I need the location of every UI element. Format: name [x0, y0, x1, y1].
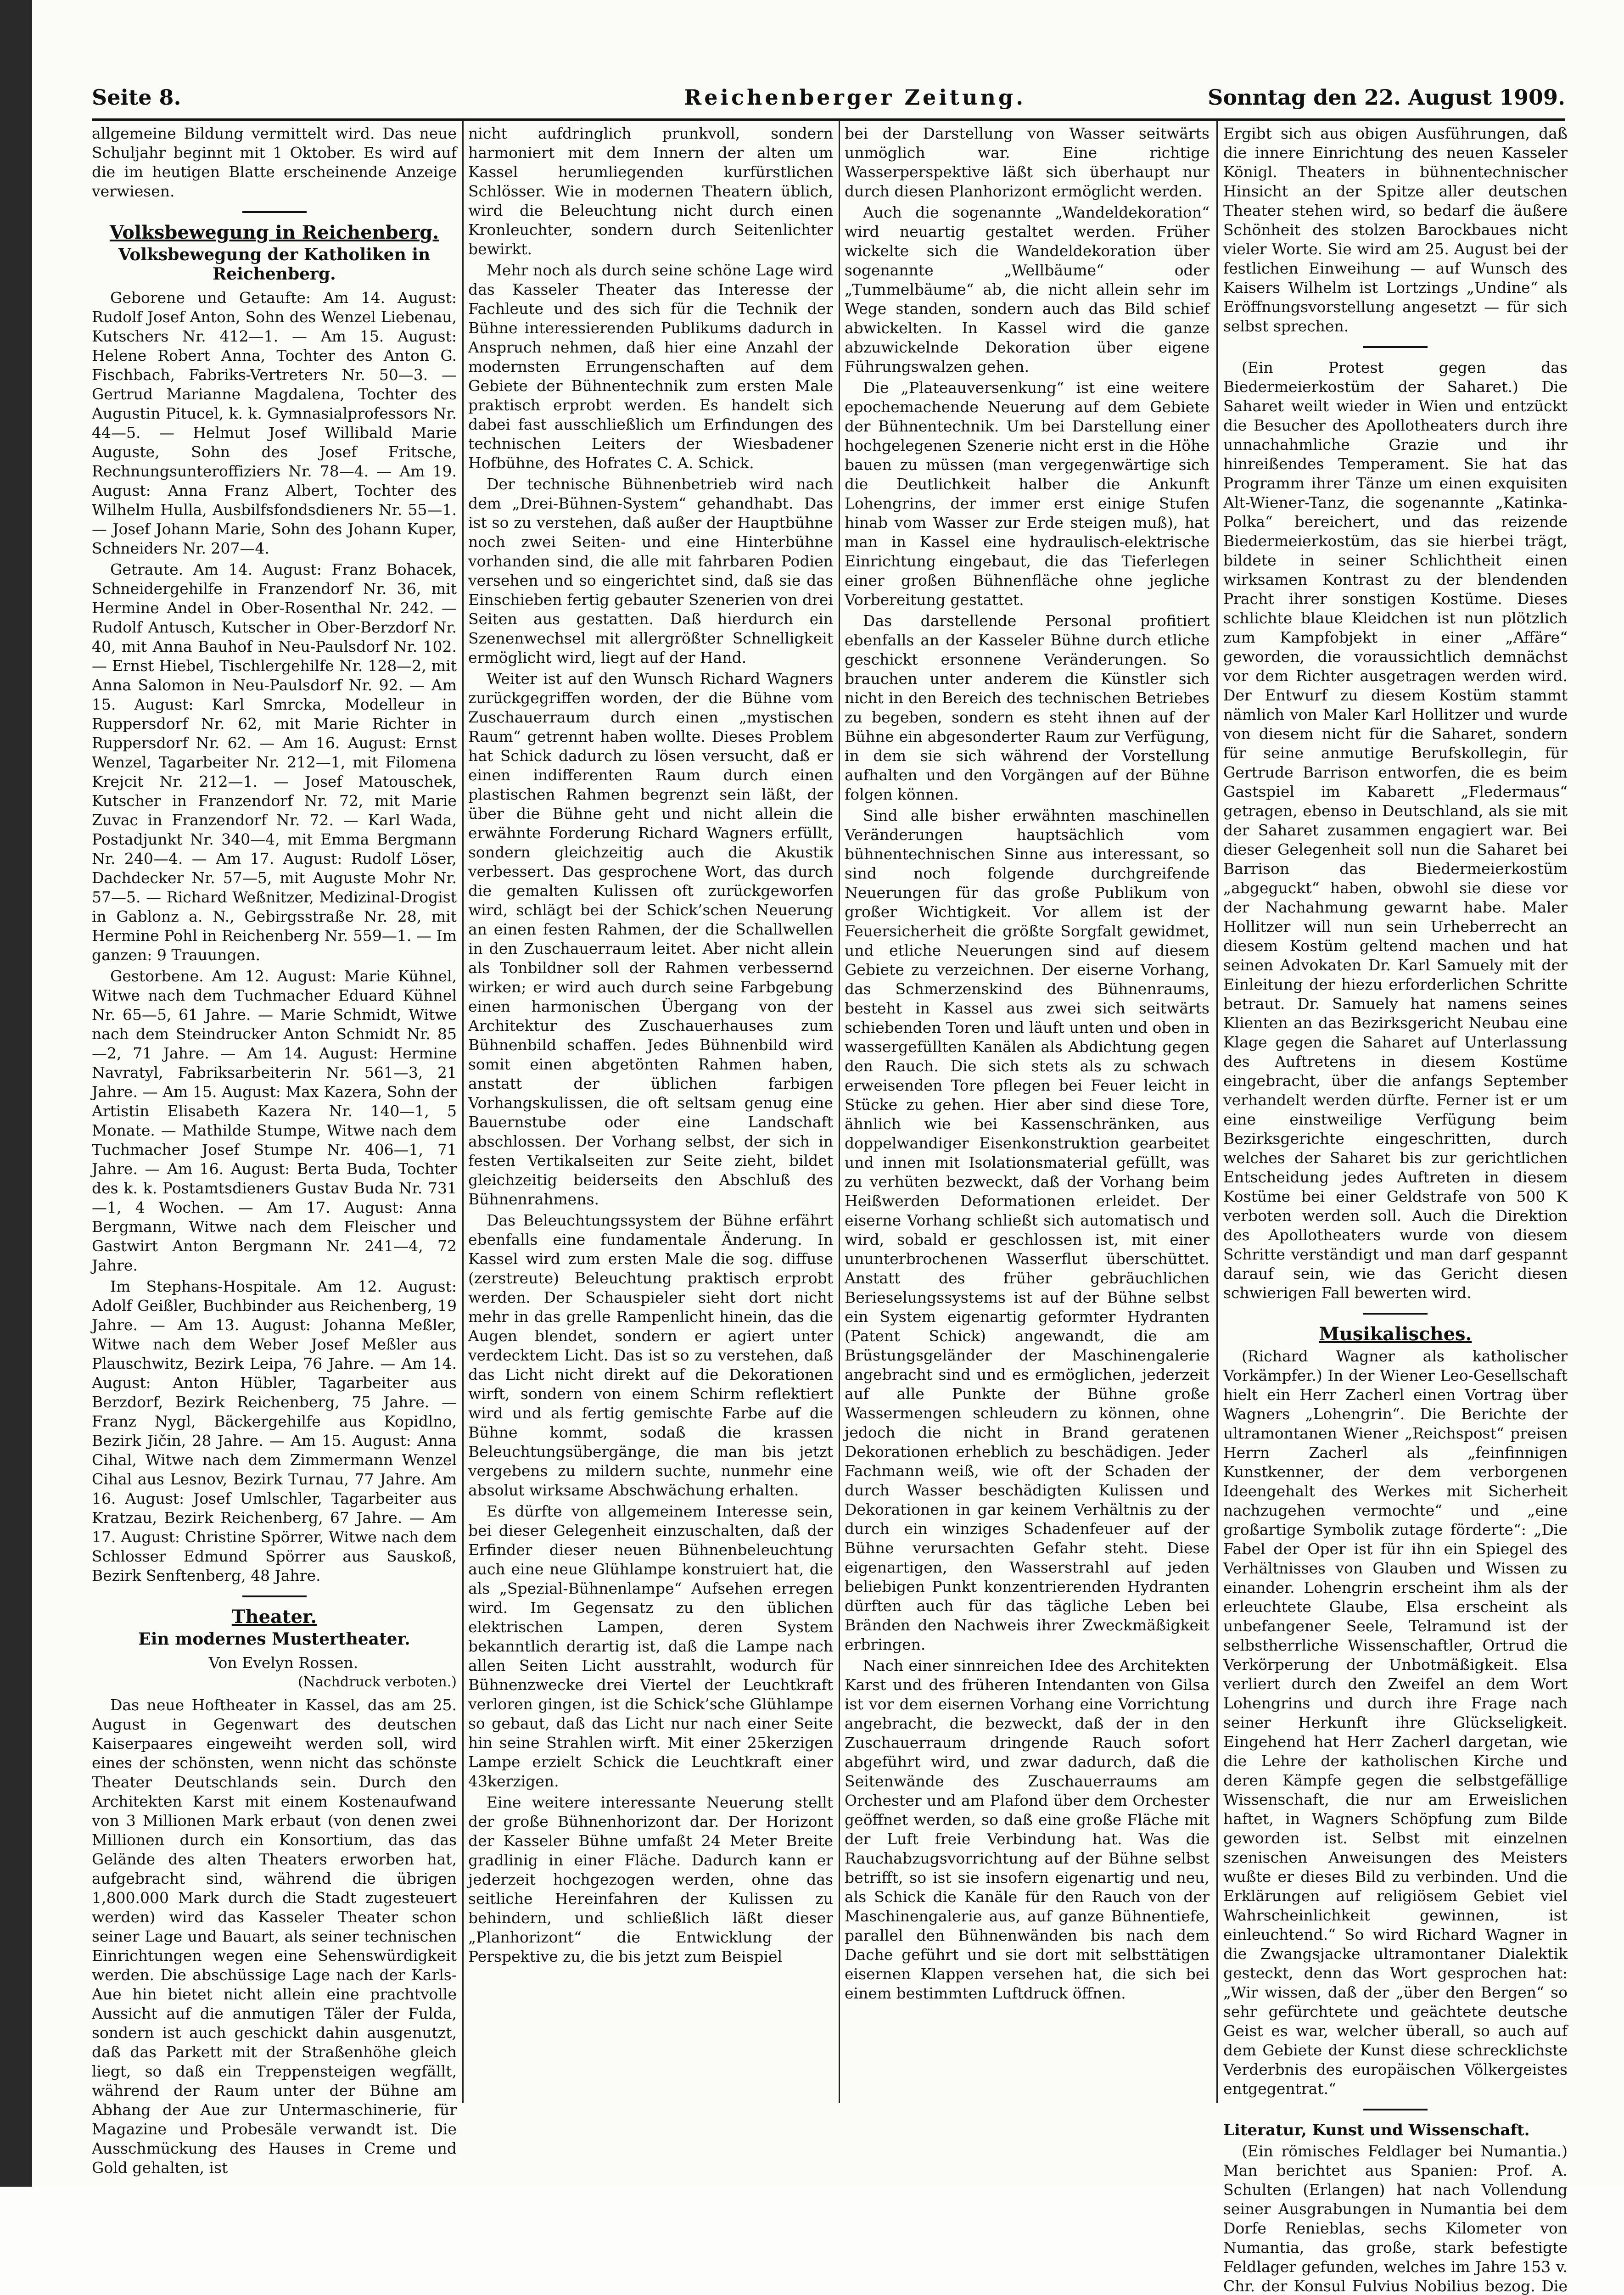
hospital-paragraph: Im Stephans-Hospitale. Am 12. August: Adolf Geißler, Buchbinder aus Reichenberg, 19 Jahre. — Am 13. August: Johanna Meßler, Witwe nach dem Weber Josef Meßler aus Plauschwitz, Bezirk Leipa, 76 Jahre. — Am 14. August: Anton Hübler, Tagarbeiter aus Berzdorf, Bezirk Reichenberg, 75 Jahre. — Franz Nygl, Bäckergehilfe aus Kopidlno, Bezirk Jičin, 28 Jahre. — Am 15. August: Anna Cihal, Witwe nach dem Zimmermann Wenzel Cihal aus Lesnov, Bezirk Turnau, 77 Jahre. Am 16. August: Josef Umlschler, Tagarbeiter aus Kratzau, Bezirk Reichenberg, 67 Jahre. — Am 17. August: Christine Spörrer, Witwe nach dem Schlosser Edmund Spörrer aus Sauskoß, Bezirk Senftenberg, 48 Jahre.: [92, 1277, 457, 1584]
intro-paragraph: allgemeine Bildung vermittelt wird. Das neue Schuljahr beginnt mit 1 Oktober. Es wird auf die im heutigen Blatte erscheinende Anzeige verwiesen.: [92, 124, 457, 200]
article-paragraph: Mehr noch als durch seine schöne Lage wird das Kasseler Theater das Interesse der Fachleute und des sich für die Technik der Bühne interessierenden Publikums dadurch in Anspruch nehmen, daß hier eine Anzahl der modernsten Errungenschaften auf dem Gebiete der Bühnentechnik zum ersten Male praktisch erprobt werden. Es handelt sich dabei fast ausschließlich um Erfindungen des technischen Leiters der Wiesbadener Hofbühne, des Hofrates C. A. Schick.: [468, 261, 833, 472]
column-rule: [1216, 120, 1218, 2103]
article-paragraph: Auch die sogenannte „Wandeldekoration“ wird neuartig gestaltet werden. Früher wickelte sich die Wandeldekoration über sogenannte „Wellbäume“ oder „Tummelbäume“ ab, die nicht allein sehr im Wege standen, sondern auch das Bild schief abwickelten. In Kassel wird die ganze abzuwickelnde Dekoration über eigene Führungswalzen gehen.: [845, 203, 1210, 375]
article-paragraph: nicht aufdringlich prunkvoll, sondern harmoniert mit dem Innern der alten um Kassel herumliegenden kurfürstlichen Schlösser. Wie in modernen Theatern üblich, wird die Beleuchtung nicht durch einen Kronleuchter, sondern durch Seitenlichter bewirkt.: [468, 124, 833, 258]
saharet-paragraph: (Ein Protest gegen das Biedermeierkostüm der Saharet.) Die Saharet weilt wieder in Wien und entzückt die Besucher des Apollotheaters durch ihre unnachahmliche Grazie und ihr hinreißendes Temperament. Sie hat das Programm ihrer Tänze um einen exquisiten Alt-Wiener-Tanz, die sogenannte „Katinka-Polka“ bereichert, und das reizende Biedermeierkostüm, das sie hierbei trägt, bildete in seiner Schlichtheit einen wirksamen Kontrast zu der blendenden Pracht ihrer sonstigen Kostüme. Dieses schlichte blaue Kleidchen ist nun plötzlich zum Kampfobjekt in einer „Affäre“ geworden, die voraussichtlich demnächst vor dem Richter ausgetragen werden wird. Der Entwurf zu diesem Kostüm stammt nämlich von Maler Karl Hollitzer und wurde von diesem nicht für die Saharet, sondern für seine anmutige Berufskollegin, für Gertrude Barrison entworfen, die es beim Gastspiel im Kabarett „Fledermaus“ getragen, ebenso in Deutschland, als sie mit der Saharet zusammen engagiert war. Bei dieser Gelegenheit soll nun die Saharet bei Barrison das Biedermeierkostüm „abgeguckt“ haben, obwohl sie diese vor der Nachahmung gewarnt habe. Maler Hollitzer will nun sein Urheberrecht an diesem Kostüm geltend machen und hat seinen Advokaten Dr. Karl Samuely mit der Einleitung der hiezu erforderlichen Schritte betraut. Dr. Samuely hat namens seines Klienten an das Bezirksgericht Neubau eine Klage gegen die Saharet auf Unterlassung des Auftretens in diesem Kostüme eingebracht, über die anfangs September verhandelt werden dürfte. Ferner ist er um eine einstweilige Verfügung beim Bezirksgerichte eingeschritten, durch welches der Saharet bis zur gerichtlichen Entscheidung jedes Auftreten in diesem Kostüme bei einer Geldstrafe von 500 K verboten werden soll. Auch die Direktion des Apollotheaters wurde von diesem Schritte verständigt und man darf gespannt darauf sein, wie das Gericht diesen schwierigen Fall bewerten wird.: [1223, 358, 1568, 1302]
article-paragraph: Der technische Bühnenbetrieb wird nach dem „Drei-Bühnen-System“ gehandhabt. Das ist so zu verstehen, daß außer der Hauptbühne noch zwei Seiten- und eine Hinterbühne vorhanden sind, die alle mit fahrbaren Podien versehen und so eingerichtet sind, daß sie das Einschieben fertig gebauter Szenerien von drei Seiten aus gestatten. Daß hierdurch ein Szenenwechsel mit allergrößter Schnelligkeit ermöglicht wird, liegt auf der Hand.: [468, 475, 833, 666]
article-title-mustertheater: Ein modernes Mustertheater.: [138, 1629, 410, 1649]
section-title-musikalisches: Musikalisches.: [1319, 1323, 1472, 1345]
newspaper-title: Reichenberger Zeitung.: [684, 85, 1026, 110]
section-divider: [1363, 1313, 1428, 1315]
section-divider: [242, 211, 307, 213]
numantia-paragraph: (Ein römisches Feldlager bei Numantia.) Man berichtet aus Spanien: Prof. A. Schulten (Erlangen) hat nach Vollendung seiner Ausgrabungen in Numantia bei dem Dorfe Renieblas, sechs Kilometer von Numantia, das große, stark befestigte Feldlager gefunden, welches im Jahre 153 v. Chr. der Konsul Fulvius Nobilius bezog. Die: [1223, 2142, 1568, 2295]
section-divider: [1363, 346, 1428, 348]
header-rule: [92, 118, 1565, 121]
article-paragraph: Das neue Hoftheater in Kassel, das am 25. August in Gegenwart des deutschen Kaiserpaares eingeweiht werden soll, wird eines der schönsten, wenn nicht das schönste Theater Deutschlands sein. Durch den Architekten Karst mit einem Kostenaufwand von 3 Millionen Mark erbaut (von denen zwei Millionen durch ein Konsortium, das das Gelände des alten Theaters erworben hat, aufgebracht sind, während die übrigen 1,800.000 Mark durch die Stadt zugesteuert werden) wird das Kasseler Theater schon seiner Lage und Bauart, als seiner technischen Einrichtungen wegen eine Sehenswürdigkeit werden. Die abschüssige Lage nach der Karls-Aue hin bietet nicht allein eine prachtvolle Aussicht auf die anmutigen Täler der Fulda, sondern ist auch geschickt dahin ausgenutzt, daß das Parkett mit der Straßenhöhe gleich liegt, so daß ein Treppensteigen wegfällt, während der Raum unter der Bühne am Abhang der Aue zur Untermaschinerie, für Magazine und Probesäle verwandt ist. Die Ausschmückung des Hauses in Creme und Gold gehalten, ist: [92, 1696, 457, 2177]
column-4: [1223, 124, 1568, 2295]
article-paragraph: bei der Darstellung von Wasser seitwärts unmöglich war. Eine richtige Wasserperspektive läßt sich überhaupt nur durch diesen Planhorizont ermöglicht werden.: [845, 124, 1210, 200]
section-title-theater: Theater.: [231, 1606, 317, 1628]
wagner-paragraph: (Richard Wagner als katholischer Vorkämpfer.) In der Wiener Leo-Gesellschaft hielt ein Herr Zacherl einen Vortrag über Wagners „Lohengrin“. Die Berichte der ultramontanen Wiener „Reichspost“ preisen Herrn Zacherl als „feinfinnigen Kunstkenner, der dem verborgenen Ideengehalt des Werkes mit Sicherheit nachzugehen vermochte“ und „eine großartige Symbolik zutage förderte“: „Die Fabel der Oper ist für ihn ein Spiegel des Verhältnisses von Glauben und Wissen zu einander. Lohengrin erscheint ihm als der erleuchtete Glaube, Elsa erscheint als unbefangener Seele, Telramund ist der selbstherrliche Wissenschaftler, Ortrud die Verkörperung der Unbotmäßigkeit. Elsa verliert durch den Zweifel an dem Wort Lohengrins und durch ihre Frage nach seiner Herkunft ihre Glückseligkeit. Eingehend hat Herr Zacherl dargetan, wie die Lehre der katholischen Kirche und deren Kämpfe gegen die selbstgefällige Wissenschaft, die nur am Erweislichen haftet, in Wagners Schöpfung zum Bilde geworden ist. Selbst mit einzelnen szenischen Anweisungen des Meisters wußte er dieses Bild zu verbinden. Und die Erklärungen auf religiösem Gebiet viel Wahrscheinlichkeit gewinnen, ist einleuchtend.“ So wird Richard Wagner in die Zwangsjacke ultramontaner Dialektik gesteckt, denn das Wort gesprochen hat: „Wir wissen, daß der „über den Bergen“ so sehr gefürchtete und geächtete deutsche Geist es war, welcher überall, so auch auf dem Gebiete der Kunst diese schrecklichste Verderbnis des europäischen Völkergeistes entgegentrat.“: [1223, 1347, 1568, 2098]
column-rule: [462, 120, 464, 2103]
section-title-volksbewegung: Volksbewegung in Reichenberg.: [109, 222, 439, 243]
section-title-literatur: Literatur, Kunst und Wissenschaft.: [1223, 2121, 1530, 2139]
marriages-paragraph: Getraute. Am 14. August: Franz Bohacek, Schneidergehilfe in Franzendorf Nr. 36, mit Hermine Andel in Ober-Rosenthal Nr. 242. — Rudolf Antusch, Kutscher in Ober-Berzdorf Nr. 40, mit Anna Bauhof in Neu-Paulsdorf Nr. 102. — Ernst Hiebel, Tischlergehilfe Nr. 128—2, mit Anna Salomon in Neu-Paulsdorf Nr. 92. — Am 15. August: Karl Smrcka, Modelleur in Ruppersdorf Nr. 62, mit Marie Richter in Ruppersdorf Nr. 62. — Am 16. August: Ernst Wenzel, Tagarbeiter Nr. 212—1, mit Filomena Krejcit Nr. 212—1. — Josef Matouschek, Kutscher in Franzendorf Nr. 72, mit Marie Zuvac in Franzendorf Nr. 72. — Karl Wada, Postadjunkt Nr. 340—4, mit Emma Bergmann Nr. 240—4. — Am 17. August: Rudolf Löser, Dachdecker Nr. 57—5, mit Auguste Mohr Nr. 57—5. — Richard Weßnitzer, Medizinal-Drogist in Gablonz a. N., Gebirgsstraße Nr. 28, mit Hermine Pohl in Reichenberg Nr. 559—1. — Im ganzen: 9 Trauungen.: [92, 560, 457, 964]
section-subtitle-katholiken: Volksbewegung der Katholiken in Reichenberg.: [118, 245, 431, 284]
reprint-notice: (Nachdruck verboten.): [297, 1674, 457, 1690]
section-divider: [242, 1595, 307, 1597]
article-byline: Von Evelyn Rossen.: [208, 1654, 358, 1672]
page-header: [92, 85, 1565, 117]
article-paragraph: Es dürfte von allgemeinem Interesse sein, bei dieser Gelegenheit einzuschalten, daß der Erfinder dieser neuen Bühnenbeleuchtung auch eine neue Glühlampe konstruiert hat, die als „Spezial-Bühnenlampe“ Aufsehen erregen wird. Im Gegensatz zu den üblichen elektrischen Lampen, deren System bekanntlich derartig ist, daß die Lampe nach allen Seiten Licht ausstrahlt, wodurch für Bühnenzwecke drei Viertel der Leuchtkraft verloren gingen, ist die Schick’sche Glühlampe so gebaut, daß das Licht nur nach einer Seite hin seine Strahlen wirft. Mit einer 25kerzigen Lampe erzielt Schick die Leuchtkraft einer 43kerzigen.: [468, 1502, 833, 1790]
article-paragraph: Ergibt sich aus obigen Ausführungen, daß die innere Einrichtung des neuen Kasseler Königl. Theaters in bühnentechnischer Hinsicht an der Spitze aller deutschen Theater stehen wird, so bedarf die äußere Schönheit des stolzen Barockbaues nicht vieler Worte. Sie wird am 25. August bei der festlichen Einweihung — auf Wunsch des Kaisers Wilhelm ist Lortzings „Undine“ als Eröffnungsvorstellung angesetzt — für sich selbst sprechen.: [1223, 124, 1568, 335]
column-1: [92, 124, 457, 2177]
page-number: Seite 8.: [92, 85, 181, 110]
column-3: [845, 124, 1210, 2157]
article-paragraph: Nach einer sinnreichen Idee des Architekten Karst und des früheren Intendanten von Gilsa ist vor dem eisernen Vorhang eine Vorrichtung angebracht, die bezweckt, daß der in den Zuschauerraum dringende Rauch sofort abgeführt wird, und zwar dadurch, daß die Seitenwände des Zuschauerraums am Orchester und am Plafond über dem Orchester geöffnet werden, so daß eine große Fläche mit der Luft freie Verbindung hat. Was die Rauchabzugsvorrichtung auf der Bühne selbst betrifft, so ist sie insofern eigenartig und neu, als Schick die Kanäle für den Rauch von der Maschinengalerie aus, auf ganze Bühnentiefe, parallel den Bühnenwänden bis nach dem Dache geführt und sie dort mit selbsttätigen eisernen Klappen versehen hat, die sich bei einem bestimmten Luftdruck öffnen.: [845, 1657, 1210, 2002]
article-paragraph: Eine weitere interessante Neuerung stellt der große Bühnenhorizont dar. Der Horizont der Kasseler Bühne umfaßt 24 Meter Breite gradlinig in einer Fläche. Dadurch kann er jederzeit hochgezogen werden, ohne das seitliche Hereinfahren der Kulissen zu behindern, und schließlich läßt dieser „Planhorizont“ die Entwicklung der Perspektive zu, die bis jetzt zum Beispiel: [468, 1793, 833, 1965]
deaths-paragraph: Gestorbene. Am 12. August: Marie Kühnel, Witwe nach dem Tuchmacher Eduard Kühnel Nr. 65—5, 61 Jahre. — Marie Schmidt, Witwe nach dem Steindrucker Anton Schmidt Nr. 85—2, 71 Jahre. — Am 14. August: Hermine Navratyl, Fabriksarbeiterin Nr. 561—3, 21 Jahre. — Am 15. August: Max Kazera, Sohn der Artistin Elisabeth Kazera Nr. 140—1, 5 Monate. — Mathilde Stumpe, Witwe nach dem Tuchmacher Josef Stumpe Nr. 406—1, 71 Jahre. — Am 16. August: Berta Buda, Tochter des k. k. Postamtsdieners Gustav Buda Nr. 731—1, 4 Wochen. — Am 17. August: Anna Bergmann, Witwe nach dem Fleischer und Gastwirt Anton Bergmann Nr. 241—4, 72 Jahre.: [92, 967, 457, 1274]
column-rule: [839, 120, 840, 2103]
births-paragraph: Geborene und Getaufte: Am 14. August: Rudolf Josef Anton, Sohn des Wenzel Liebenau, Kutschers Nr. 412—1. — Am 15. August: Helene Robert Anna, Tochter des Anton G. Fischbach, Fabriks-Vertreters Nr. 50—3. — Gertrud Marianne Magdalena, Tochter des Augustin Pitucel, k. k. Gymnasialprofessors Nr. 44—5. — Helmut Josef Willibald Marie Auguste, Sohn des Josef Fritsche, Rechnungsunteroffiziers Nr. 78—4. — Am 19. August: Anna Franz Albert, Tochter des Wilhelm Hulla, Ausbilfsfondsdieners Nr. 55—1. — Josef Johann Marie, Sohn des Johann Kuper, Schneiders Nr. 207—4.: [92, 289, 457, 557]
scan-edge: [0, 0, 32, 2187]
article-paragraph: Das darstellende Personal profitiert ebenfalls an der Kasseler Bühne durch etliche geschickt ersonnene Veränderungen. So brauchen unter anderem die Künstler sich nicht in den Bereich des technischen Betriebes zu begeben, sondern es steht ihnen auf der Bühne ein abgesonderter Raum zur Verfügung, in dem sie sich während der Vorstellung aufhalten und den Vorgängen auf der Bühne folgen können.: [845, 612, 1210, 803]
article-paragraph: Die „Plateauversenkung“ ist eine weitere epochemachende Neuerung auf dem Gebiete der Bühnentechnik. Um bei Darstellung einer hochgelegenen Szenerie nicht erst in die Höhe bauen zu müssen (man vergegenwärtige sich die Deutlichkeit halber die Ankunft Lohengrins, der immer erst einige Stufen hinab vom Wasser zur Erde steigen muß), hat man in Kassel eine hydraulisch-elektrische Einrichtung eingebaut, die das Tieferlegen einer großen Bühnenfläche ohne jegliche Vorbereitung gestattet.: [845, 379, 1210, 609]
article-paragraph: Sind alle bisher erwähnten maschinellen Veränderungen hauptsächlich vom bühnentechnischen Sinne aus interessant, so sind noch folgende durchgreifende Neuerungen für das große Publikum von großer Wichtigkeit. Vor allem ist der Feuersicherheit die größte Sorgfalt gewidmet, und etliche Neuerungen sind auf diesem Gebiete zu verzeichnen. Der eiserne Vorhang, das Schmerzenskind des Bühnenraums, besteht in Kassel aus zwei sich seitwärts schiebenden Toren und läuft unten und oben in wassergefüllten Kanälen als Abdichtung gegen den Rauch. Die sich stets als zu schwach erweisenden Tore pflegen bei Feuer leicht in Stücke zu gehen. Hier aber sind diese Tore, ähnlich wie bei Kassenschränken, aus doppelwandiger Eisenkonstruktion gearbeitet und innen mit Isolationsmaterial gefüllt, was zu verhüten bezweckt, daß der Vorhang beim Heißwerden Deformationen erleidet. Der eiserne Vorhang schließt sich automatisch und wird, sobald er geschlossen ist, mit einer ununterbrochenen Wasserflut überschüttet. Anstatt des früher gebräuchlichen Berieselungssystems ist auf der Bühne selbst ein System eigenartig geformter Hydranten (Patent Schick) angewandt, die am Brüstungsgeländer der Maschinengalerie angebracht sind und es ermöglichen, jederzeit auf alle Punkte der Bühne große Wassermengen schleudern zu können, ohne jedoch die nicht in Brand geratenen Dekorationen erheblich zu beschädigen. Jeder Fachmann weiß, wie oft der Schaden der durch Wasser beschädigten Kulissen und Dekorationen in gar keinem Verhältnis zu der durch ein winziges Schadenfeuer auf der Bühne verursachten Gefahr steht. Diese eigenartigen, den Wasserstrahl auf jeden beliebigen Punkt konzentrierenden Hydranten dürften auch für das tägliche Leben bei Bränden den Nachweis ihrer Zweckmäßigkeit erbringen.: [845, 806, 1210, 1653]
section-divider: [1363, 2109, 1428, 2110]
issue-date: Sonntag den 22. August 1909.: [1208, 85, 1565, 110]
article-paragraph: Weiter ist auf den Wunsch Richard Wagners zurückgegriffen worden, der die Bühne vom Zuschauerraum durch einen „mystischen Raum“ getrennt haben wollte. Dieses Problem hat Schick dadurch zu lösen versucht, daß er einen indifferenten Raum durch einen plastischen Rahmen begrenzt sein läßt, der über die Bühne geht und nicht allein die erwähnte Forderung Richard Wagners erfüllt, sondern gleichzeitig auch die Akustik verbessert. Das gesprochene Wort, das durch die gemalten Kulissen oft zurückgeworfen wird, schlägt bei der Schick’schen Neuerung an einen festen Rahmen, der die Schallwellen in den Zuschauerraum leitet. Aber nicht allein als Tonbildner soll der Rahmen verbessernd wirken; er wird auch durch seine Farbgebung einen harmonischen Übergang von der Architektur des Zuschauerhauses zum Bühnenbild schaffen. Jedes Bühnenbild wird somit einen abgetönten Rahmen haben, anstatt der üblichen farbigen Vorhangskulissen, die oft seltsam genug eine Bauernstube oder eine Landschaft abschlossen. Der Vorhang selbst, der sich in festen Vertikalseiten zur Seite zieht, bildet gleichzeitig beiderseits den Abschluß des Bühnenrahmens.: [468, 670, 833, 1208]
article-paragraph: Das Beleuchtungssystem der Bühne erfährt ebenfalls eine fundamentale Änderung. In Kassel wird zum ersten Male die sog. diffuse (zerstreute) Beleuchtung praktisch erprobt werden. Der Schauspieler sieht dort nicht mehr in das grelle Rampenlicht hinein, das die Augen blendet, sondern er agiert unter verdecktem Licht. Das ist so zu verstehen, daß das Licht nicht direkt auf die Dekorationen wirft, sondern von einem Schirm reflektiert wird und als fertig gemischte Farbe auf die Bühne kommt, sodaß die krassen Beleuchtungsübergänge, die man bis jetzt vergebens zu mildern suchte, nunmehr eine absolut wirksame Abschwächung erhalten.: [468, 1211, 833, 1499]
column-2: [468, 124, 833, 2157]
